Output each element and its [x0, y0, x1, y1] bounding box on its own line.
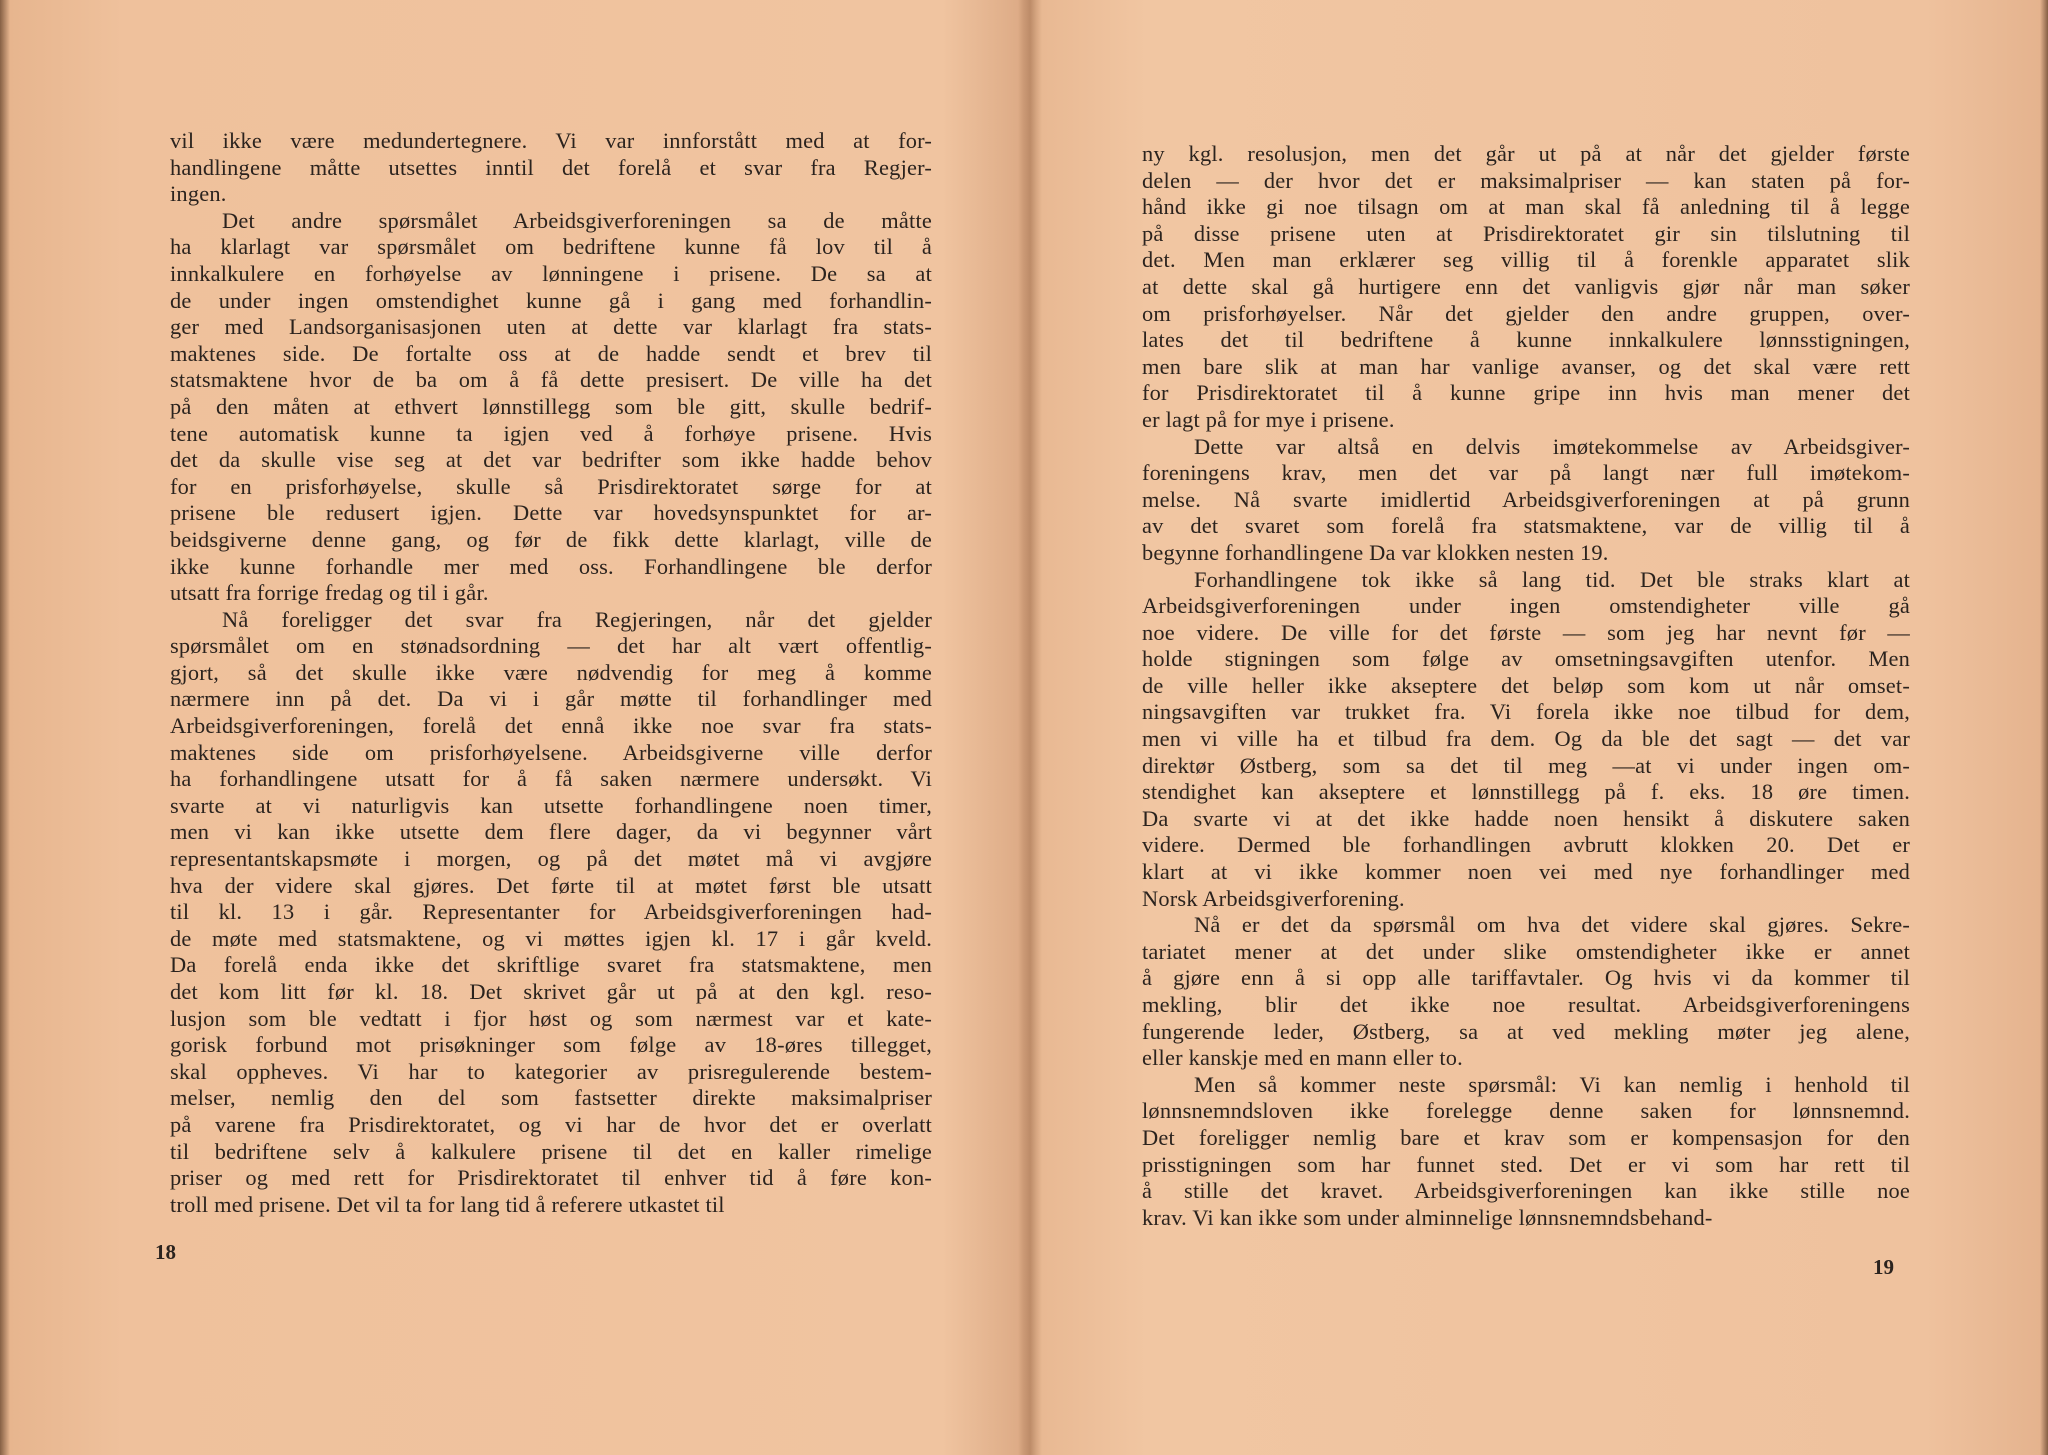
text-line: er lagt på for mye i prisene.: [1142, 406, 1395, 432]
text-line: representantskapsmøte i morgen, og på det møtet må vi avgjøre: [170, 846, 932, 872]
text-line: hva der videre skal gjøres. Det førte til at møtet først ble utsatt: [170, 872, 932, 898]
text-line: for en prisforhøyelse, skulle så Prisdirektoratet sørge for at: [170, 473, 932, 499]
text-line: Det andre spørsmålet Arbeidsgiverforeningen sa de måtte: [222, 207, 932, 233]
text-line: men vi ville ha et tilbud fra dem. Og da ble det sagt — det var: [1142, 726, 1910, 752]
text-line: hånd ikke gi noe tilsagn om at man skal få anledning til å legge: [1142, 194, 1910, 220]
text-line: maktenes side. De fortalte oss at de hadde sendt et brev til: [170, 340, 932, 366]
text-line: statsmaktene hvor de ba om å få dette presisert. De ville ha det: [170, 367, 932, 393]
text-line: prisene ble redusert igjen. Dette var hovedsynspunktet for ar-: [170, 500, 932, 526]
text-line: ningsavgiften var trukket fra. Vi forela ikke noe tilbud for dem,: [1142, 699, 1910, 725]
text-line: tariatet mener at det under slike omstendigheter ikke er annet: [1142, 938, 1910, 964]
text-line: for Prisdirektoratet til å kunne gripe inn hvis man mener det: [1142, 380, 1910, 406]
text-line: Det foreligger nemlig bare et krav som er kompensasjon for den: [1142, 1124, 1910, 1150]
text-line: på varene fra Prisdirektoratet, og vi har de hvor det er overlatt: [170, 1111, 932, 1137]
text-line: Norsk Arbeidsgiverforening.: [1142, 885, 1405, 911]
text-line: maktenes side om prisforhøyelsene. Arbeidsgiverne ville derfor: [170, 739, 932, 765]
text-line: handlingene måtte utsettes inntil det forelå et svar fra Regjer-: [170, 154, 932, 180]
text-line: ger med Landsorganisasjonen uten at dette var klarlagt fra stats-: [170, 314, 932, 340]
text-line: prisstigningen som har funnet sted. Det er vi som har rett til: [1142, 1151, 1910, 1177]
text-line: noe videre. De ville for det første — som jeg har nevnt før —: [1142, 619, 1910, 645]
text-line: innkalkulere en forhøyelse av lønningene i prisene. De sa at: [170, 260, 932, 286]
text-line: skal oppheves. Vi har to kategorier av prisregulerende bestem-: [170, 1058, 932, 1084]
right-page-number: 19: [1873, 1255, 1894, 1279]
text-line: ikke kunne forhandle mer med oss. Forhandlingene ble derfor: [170, 553, 932, 579]
text-line: lusjon som ble vedtatt i fjor høst og som nærmest var et kate-: [170, 1005, 932, 1031]
right-page-text: [1142, 141, 1910, 1231]
text-line: melse. Nå svarte imidlertid Arbeidsgiverforeningen at på grunn: [1142, 486, 1910, 512]
left-page-number: 18: [155, 1240, 176, 1264]
text-line: Da svarte vi at det ikke hadde noen hensikt å diskutere saken: [1142, 805, 1910, 831]
text-line: de under ingen omstendighet kunne gå i gang med forhandlin-: [170, 287, 932, 313]
text-line: utsatt fra forrige fredag og til i går.: [170, 580, 489, 606]
text-line: på disse prisene uten at Prisdirektoratet gir sin tilslutning til: [1142, 220, 1910, 246]
text-line: det. Men man erklærer seg villig til å forenkle apparatet slik: [1142, 247, 1910, 273]
text-line: på den måten at ethvert lønnstillegg som ble gitt, skulle bedrif-: [170, 393, 932, 419]
text-line: troll med prisene. Det vil ta for lang tid å referere utkastet til: [170, 1191, 725, 1217]
text-line: ha klarlagt var spørsmålet om bedriftene kunne få lov til å: [170, 234, 932, 260]
text-line: lates det til bedriftene å kunne innkalkulere lønnsstigningen,: [1142, 327, 1910, 353]
text-line: priser og med rett for Prisdirektoratet til enhver tid å føre kon-: [170, 1165, 932, 1191]
text-line: til bedriftene selv å kalkulere prisene til det en kaller rimelige: [170, 1138, 932, 1164]
text-line: begynne forhandlingene Da var klokken nesten 19.: [1142, 539, 1609, 565]
text-line: av det svaret som forelå fra statsmaktene, var de villig til å: [1142, 513, 1910, 539]
text-line: svarte at vi naturligvis kan utsette forhandlingene noen timer,: [170, 792, 932, 818]
text-line: Forhandlingene tok ikke så lang tid. Det ble straks klart at: [1194, 566, 1910, 592]
text-line: krav. Vi kan ikke som under alminnelige lønnsnemndsbehand-: [1142, 1204, 1713, 1230]
text-line: å stille det kravet. Arbeidsgiverforeningen kan ikke stille noe: [1142, 1178, 1910, 1204]
text-line: Arbeidsgiverforeningen, forelå det ennå ikke noe svar fra stats-: [170, 713, 932, 739]
text-line: vil ikke være medundertegnere. Vi var innforstått med at for-: [170, 128, 932, 153]
text-line: det kom litt før kl. 18. Det skrivet går ut på at den kgl. reso-: [170, 979, 932, 1004]
text-line: direktør Østberg, som sa det til meg —at vi under ingen om-: [1142, 752, 1910, 778]
text-line: delen — der hvor det er maksimalpriser — kan staten på for-: [1142, 167, 1910, 193]
text-line: gjort, så det skulle ikke være nødvendig for meg å komme: [170, 659, 932, 685]
text-line: men vi kan ikke utsette dem flere dager, da vi begynner vårt: [170, 819, 932, 845]
text-line: de ville heller ikke akseptere det beløp som kom ut når omset-: [1142, 672, 1910, 698]
text-line: klart at vi ikke kommer noen vei med nye forhandlinger med: [1142, 859, 1910, 885]
text-line: det da skulle vise seg at det var bedrifter som ikke hadde behov: [170, 447, 932, 473]
text-line: lønnsnemndsloven ikke forelegge denne saken for lønnsnemnd.: [1142, 1098, 1910, 1124]
left-page-text: [170, 128, 932, 1218]
text-line: tene automatisk kunne ta igjen ved å forhøye prisene. Hvis: [170, 420, 932, 446]
text-line: fungerende leder, Østberg, sa at ved mekling møter jeg alene,: [1142, 1018, 1910, 1044]
text-line: ha forhandlingene utsatt for å få saken nærmere undersøkt. Vi: [170, 766, 932, 792]
text-line: foreningens krav, men det var på langt nær full imøtekom-: [1142, 460, 1910, 486]
text-line: Nå er det da spørsmål om hva det videre skal gjøres. Sekre-: [1194, 912, 1910, 938]
text-line: om prisforhøyelser. Når det gjelder den andre gruppen, over-: [1142, 300, 1910, 326]
right-page: [1030, 0, 2048, 1455]
text-line: Men så kommer neste spørsmål: Vi kan nemlig i henhold til: [1194, 1071, 1910, 1097]
text-line: stendighet kan akseptere et lønnstillegg på f. eks. 18 øre timen.: [1142, 779, 1910, 805]
text-line: ingen.: [170, 181, 227, 207]
text-line: videre. Dermed ble forhandlingen avbrutt klokken 20. Det er: [1142, 832, 1910, 858]
text-line: Da forelå enda ikke det skriftlige svaret fra statsmaktene, men: [170, 952, 932, 978]
text-line: spørsmålet om en stønadsordning — det har alt vært offentlig-: [170, 633, 932, 659]
text-line: beidsgiverne denne gang, og før de fikk dette klarlagt, ville de: [170, 526, 932, 552]
text-line: melser, nemlig den del som fastsetter direkte maksimalpriser: [170, 1085, 932, 1111]
text-line: at dette skal gå hurtigere enn det vanligvis gjør når man søker: [1142, 273, 1910, 299]
text-line: holde stigningen som følge av omsetningsavgiften utenfor. Men: [1142, 646, 1910, 672]
text-line: ny kgl. resolusjon, men det går ut på at når det gjelder første: [1142, 141, 1910, 166]
text-line: de møte med statsmaktene, og vi møttes igjen kl. 17 i går kveld.: [170, 925, 932, 951]
text-line: nærmere inn på det. Da vi i går møtte til forhandlinger med: [170, 686, 932, 712]
text-line: gorisk forbund mot prisøkninger som følge av 18-øres tillegget,: [170, 1032, 932, 1058]
text-line: Dette var altså en delvis imøtekommelse av Arbeidsgiver-: [1194, 433, 1910, 459]
text-line: men bare slik at man har vanlige avanser, og det skal være rett: [1142, 353, 1910, 379]
text-line: eller kanskje med en mann eller to.: [1142, 1045, 1463, 1071]
text-line: å gjøre enn å si opp alle tariffavtaler. Og hvis vi da kommer til: [1142, 965, 1910, 991]
text-line: Arbeidsgiverforeningen under ingen omstendigheter ville gå: [1142, 593, 1910, 619]
text-line: til kl. 13 i går. Representanter for Arbeidsgiverforeningen had-: [170, 899, 932, 925]
text-line: Nå foreligger det svar fra Regjeringen, når det gjelder: [222, 606, 932, 632]
text-line: mekling, blir det ikke noe resultat. Arbeidsgiverforeningens: [1142, 992, 1910, 1017]
